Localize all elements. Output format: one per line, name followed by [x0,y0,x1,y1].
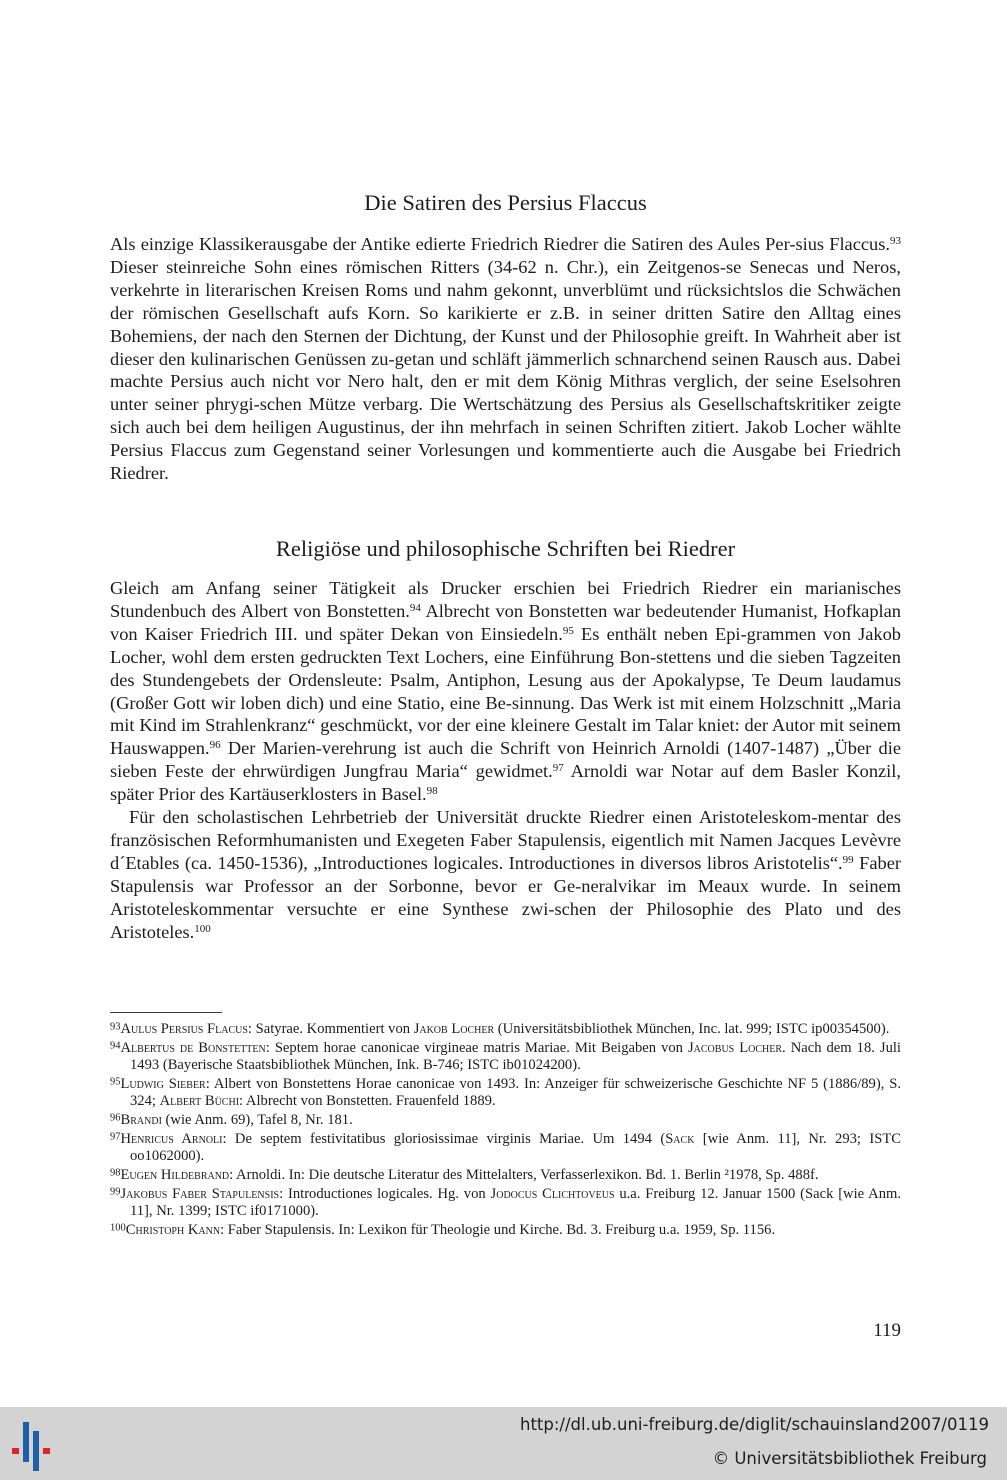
footnote-author: Aulus Persius Flacus [120,1021,248,1037]
footnote-number: 99 [110,1186,121,1198]
footnote-author: Jacobus Locher [687,1039,783,1056]
footnote-text: : Satyrae. Kommentiert von [247,1021,414,1037]
footnote-list [110,1021,901,1241]
footnote-item [110,1222,901,1239]
footnote-text: : Introductiones logicales. Hg. von [279,1186,491,1202]
footnote-number: 100 [110,1222,126,1234]
footnote-ref[interactable]: 100 [194,922,211,935]
footnote-author: Ludwig Sieber [120,1076,206,1092]
footnote-ref[interactable]: 95 [562,624,574,637]
footnote-text: : Septem horae canonicae virgineae matris Mariae. Mit Beigaben von [265,1039,688,1056]
footnote-author: Albert Büchi [159,1093,240,1110]
footnote-separator [110,1012,222,1013]
footnote-author: Brandi [120,1112,162,1129]
footnote-number: 98 [110,1167,121,1179]
footnote-text: . Nach dem 18. Juli 1493 (Bayerische Staatsbibliothek München, Ink. B-746; ISTC ib01024200). [130,1039,901,1074]
footnote-ref[interactable]: 94 [409,601,421,614]
section-heading-satiren: Die Satiren des Persius Flaccus [364,190,647,215]
footnote-item [110,1021,901,1038]
section-heading-religioese: Religiöse und philosophische Schriften bei Riedrer [275,536,736,561]
footnote-text: : Albert von Bonstettens Horae canonicae von 1493. In: Anzeiger für schweizerische Geschichte NF 5 (1886/89), S. 324; [130,1076,901,1110]
footnote-text: [wie Anm. 11], Nr. 293; ISTC oo1062000). [130,1131,901,1165]
footnote-ref[interactable]: 97 [552,762,564,775]
footnote-text: (Universitätsbibliothek München, Inc. lat. 999; ISTC ip00354500). [494,1021,890,1037]
footnote-author: Eugen Hildebrand [120,1167,230,1184]
footnote-author: Albertus de Bonstetten [120,1039,266,1056]
paragraph: Als einzige Klassikerausgabe der Antike edierte Friedrich Riedrer die Satiren des Aules Per-sius Flaccus.$^{93}$ Dieser steinreiche Sohn eines römischen Ritters (34-62 n. Chr.), ein Zeitgenos-se Senecas und Neros, verkehrte in literarischen Kreisen Roms und nahm gekonnt, unverblümt und rücksichtslos die Schwächen der römischen Gesellschaft aufs Korn. So karikierte er z.B. in seiner dritten Satire den Alltag eines Bohemiens, der nach den Sternen der Dichtung, der Kunst und der Philosophie greift. In Wahrheit aber ist dieser den kulinarischen Genüssen zu-getan und schläft jämmerlich schnarchend seinen Rausch aus. Dabei machte Persius auch nicht vor Nero halt, den er mit dem König Mithras verglich, der seine Eselsohren unter seiner phrygi-schen Mütze verbarg. Die Wertschätzung des Persius als Gesellschaftskritiker zeigte sich auch bei dem heiligen Augustinus, der ihn mehrfach in seinen Schriften zitiert. Jakob Locher wählte Persius Flaccus zum Gegenstand seiner Vorlesungen und kommentierte auch die Ausgabe bei Friedrich Riedrer. [110,234,901,484]
footnote-item [110,1040,901,1075]
footnote-number: 94 [110,1040,121,1052]
footnote-text: u.a. Freiburg 12. Januar 1500 (Sack [wie Anm. 11], Nr. 1399; ISTC if0171000). [130,1186,901,1220]
footnote-author: Christoph Kann [125,1222,221,1239]
footnote-author: Jakobus Faber Stapulensis [120,1186,280,1202]
footnote-text: (wie Anm. 69), Tafel 8, Nr. 181. [161,1112,353,1129]
footnote-text: : De septem festivitatibus gloriosissimae virginis Mariae. Um 1494 ( [222,1131,666,1147]
paragraph: Gleich am Anfang seiner Tätigkeit als Drucker erschien bei Friedrich Riedrer ein marianisches Stundenbuch des Albert von Bonstetten.$^{94}$ Albrecht von Bonstetten war bedeutender Humanist, Hofkaplan von Kaiser Friedrich III. und später Dekan von Einsiedeln.$^{95}$ Es enthält neben Epi-grammen von Jakob Locher, wohl dem ersten gedruckten Text Lochers, eine Einführung Bon-stettens und die sieben Tagzeiten des Stundengebets der Ordensleute: Psalm, Antiphon, Lesung aus der Apokalypse, Te Deum laudamus (Großer Gott wir loben dich) und eine Statio, eine Be-sinnung. Das Werk ist mit einem Holzschnitt „Maria mit Kind im Strahlenkranz“ geschmückt, vor der eine kleinere Gestalt im Talar kniet: der Autor mit seinem Hauswappen.$^{96}$ Der Marien-verehrung ist auch die Schrift von Heinrich Arnoldi (1407-1487) „Über die sieben Feste der ehrwürdigen Jungfrau Maria“ gewidmet.$^{97}$ Arnoldi war Notar auf dem Basler Konzil, später Prior des Kartäuserklosters in Basel.$^{98}$ [110,578,902,805]
copyright-text: © Universitätsbibliothek Freiburg [712,1449,987,1468]
footnote-item [110,1076,901,1111]
source-url-link[interactable]: http://dl.ub.uni-freiburg.de/diglit/schauinsland2007/0119 [519,1415,989,1434]
footnote-ref[interactable]: 98 [426,785,438,798]
footnote-ref[interactable]: 96 [209,739,221,752]
footnote-text: : Albrecht von Bonstetten. Frauenfeld 1889. [239,1093,496,1110]
footnote-number: 93 [110,1021,121,1033]
section-body-satiren [110,233,901,485]
paragraph: Für den scholastischen Lehrbetrieb der Universität druckte Riedrer einen Aristoteleskom-mentar des französischen Reformhumanisten und Exegeten Faber Stapulensis, eigentlich mit Namen Jacques Levèvre d´Etables (ca. 1450-1536), „Introductiones logicales. Introductiones in diversos libros Aristotelis“.$^{99}$ Faber Stapulensis war Professor an der Sorbonne, bevor er Ge-neralvikar im Meaux wurde. In seinem Aristoteleskommentar versuchte er eine Synthese zwi-schen der Philosophie des Plato und des Aristoteles.$^{100}$ [110,807,901,942]
footnote-author: Sack [665,1131,695,1147]
footnote-author: Henricus Arnoli [120,1131,223,1147]
footnote-author: Jodocus Clichtoveus [490,1186,615,1202]
footnote-text: : Arnoldi. In: Die deutsche Literatur des Mittelalters, Verfasserlexikon. Bd. 1. Berlin ²1978, Sp. 488f. [229,1167,819,1184]
section-body-religioese [110,577,901,944]
footnote-author: Jakob Locher [413,1021,495,1037]
footnote-item [110,1167,901,1184]
footnote-number: 95 [110,1076,121,1088]
footnote-ref[interactable]: 99 [842,853,854,866]
ub-freiburg-logo-icon[interactable] [9,1418,65,1474]
footnote-item [110,1131,901,1166]
page-number: 119 [873,1320,901,1341]
footnote-text: : Faber Stapulensis. In: Lexikon für Theologie und Kirche. Bd. 3. Freiburg u.a. 1959, Sp. 1156. [220,1222,776,1239]
footer-bar [0,1407,1007,1480]
footnote-number: 97 [110,1131,121,1143]
footnote-item [110,1186,901,1221]
footnote-item [110,1112,901,1129]
footnote-number: 96 [110,1112,121,1124]
footnote-ref[interactable]: 93 [890,234,901,247]
